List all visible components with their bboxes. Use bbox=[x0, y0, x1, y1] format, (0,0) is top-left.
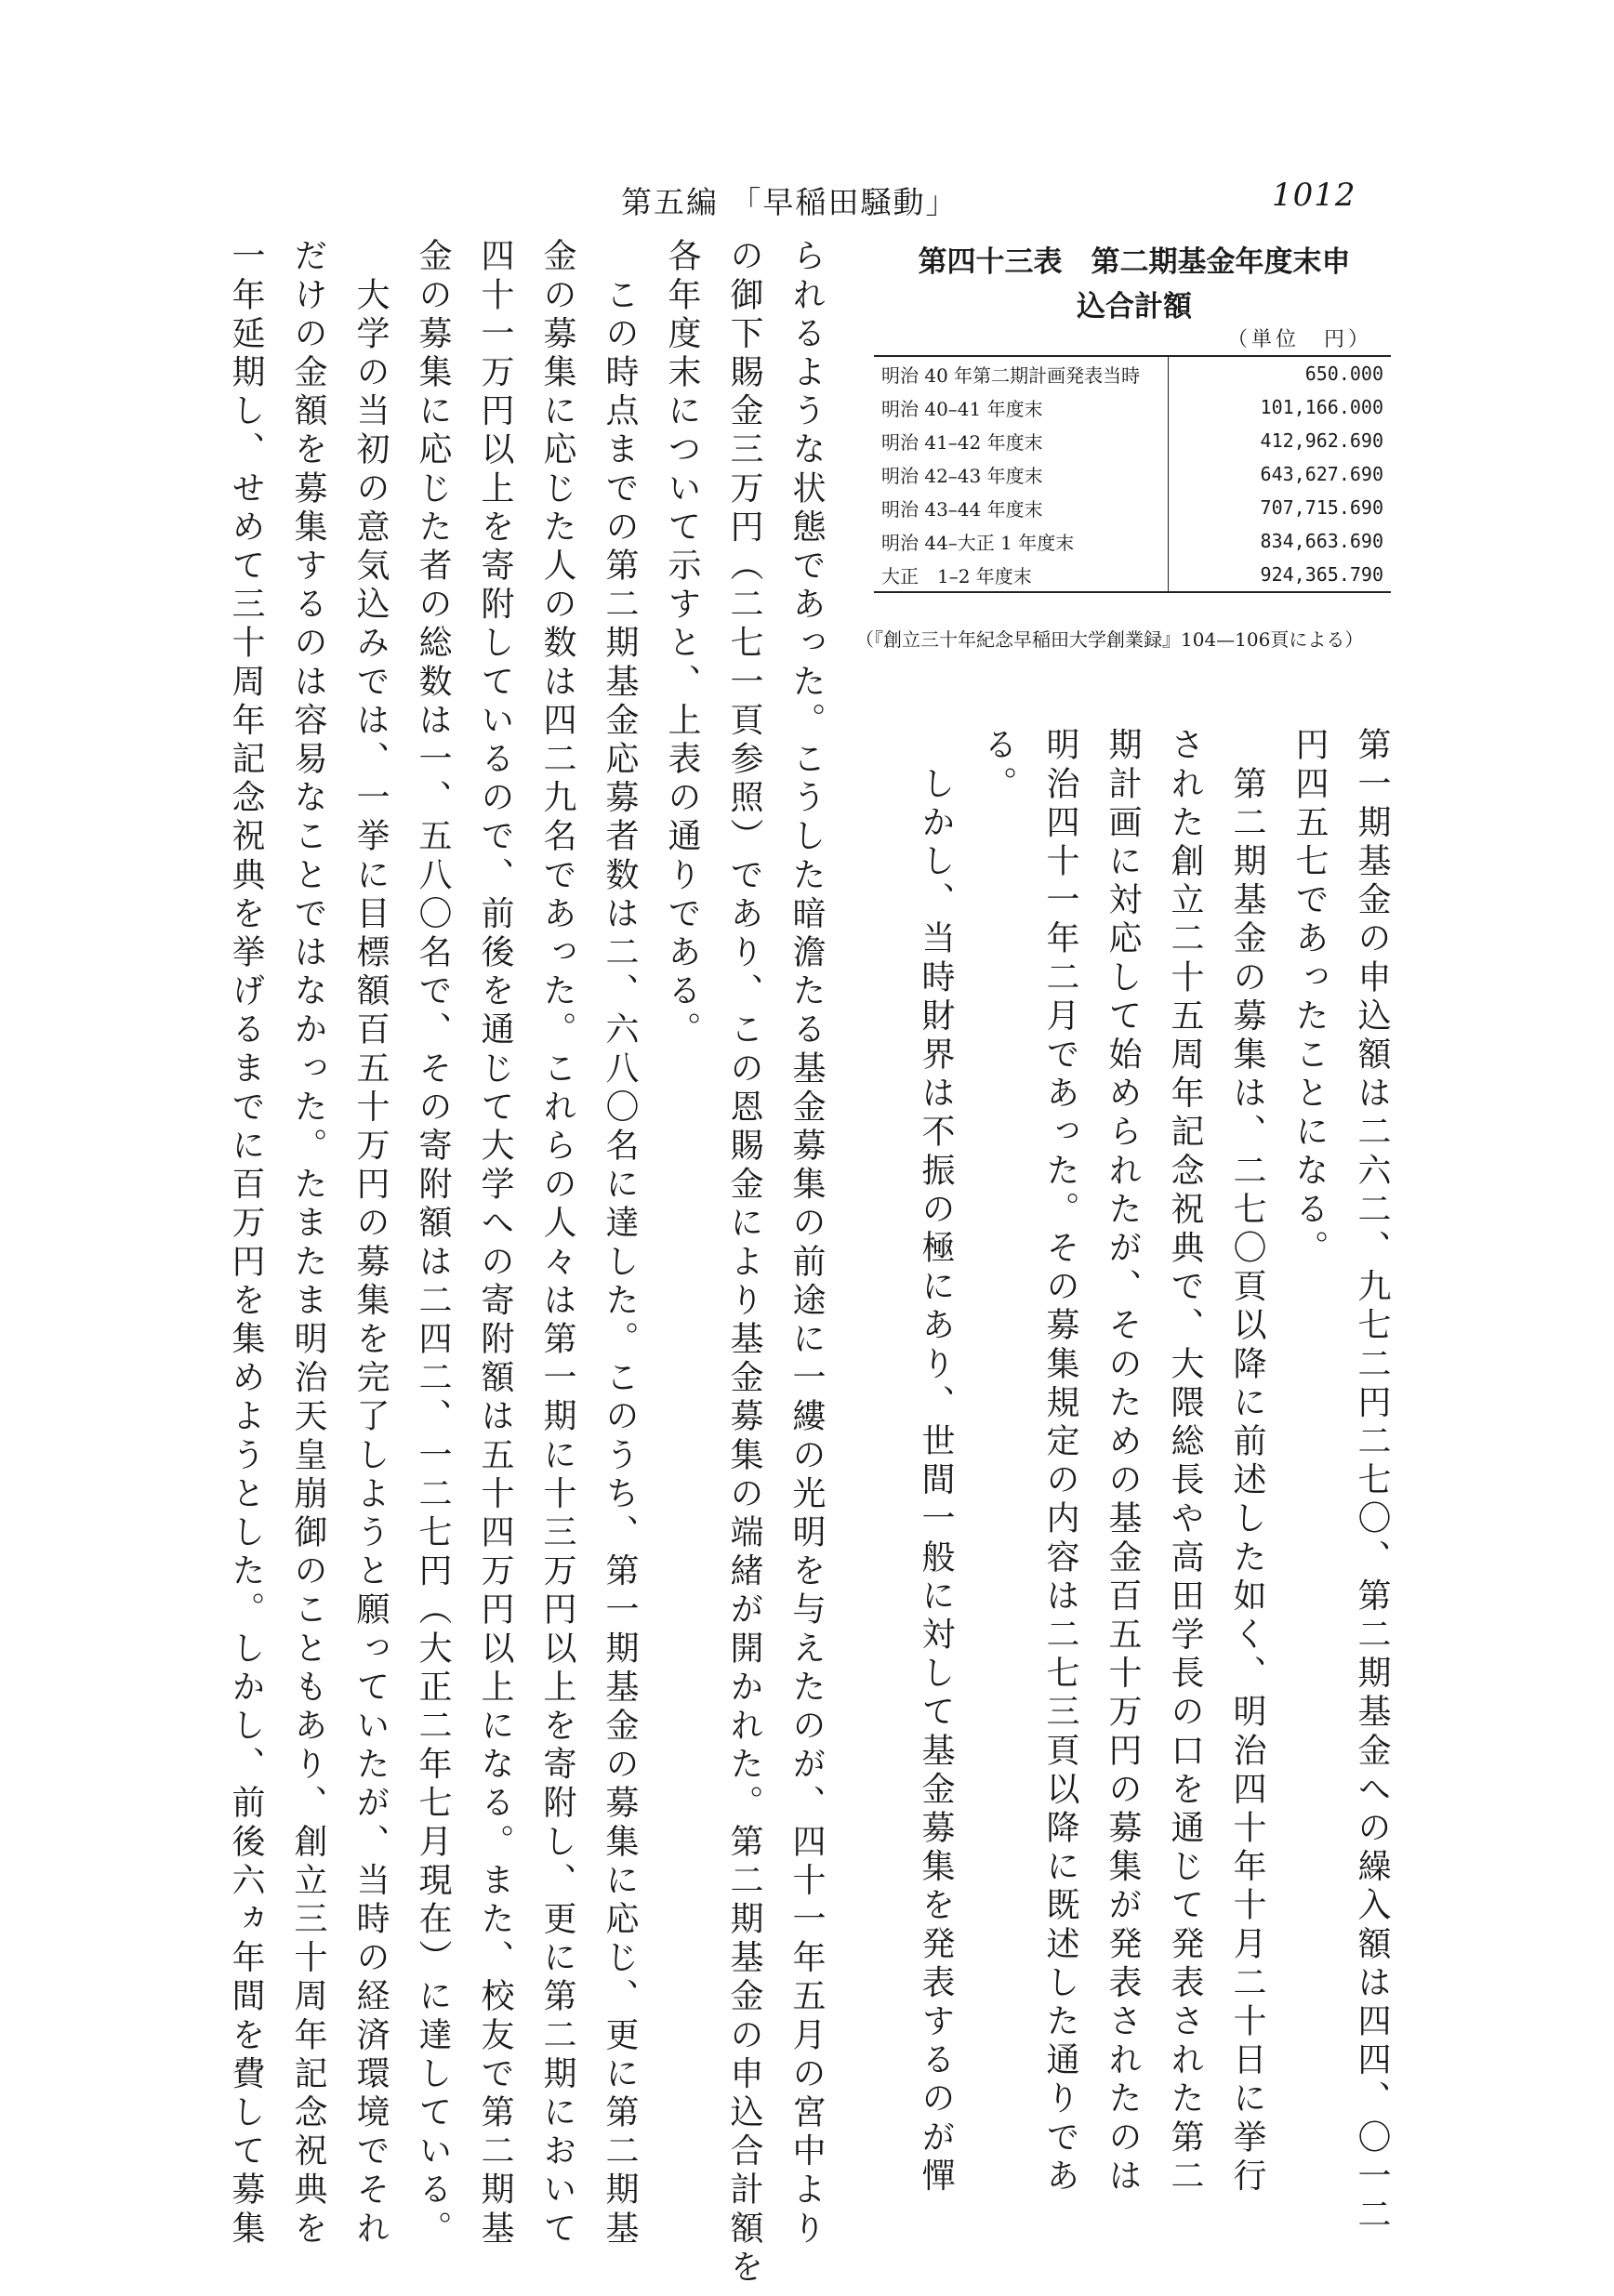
period-cell: 明治 41–42 年度末 bbox=[874, 424, 1169, 457]
period-cell: 明治 42–43 年度末 bbox=[874, 457, 1169, 491]
upper-text-column: された創立二十五周年記念祝典で、大隈総長や高田学長の口を通じて発表された第二 bbox=[1166, 727, 1204, 2197]
section-title: 第五編 「早稲田騒動」 bbox=[621, 184, 959, 220]
period-cell: 明治 43–44 年度末 bbox=[874, 491, 1169, 524]
page-number: 1012 bbox=[1272, 177, 1356, 214]
lower-text-column: だけの金額を募集するのは容易なことではなかった。たまたま明治天皇崩御のこともあり、創立三十周年記念祝典を bbox=[289, 238, 327, 2250]
lower-text-column: 四十一万円以上を寄附しているので、前後を通じて大学への寄附額は五十四万円以上になる。また、校友で第二期基 bbox=[476, 238, 514, 2250]
upper-text-column: る。 bbox=[979, 727, 1017, 805]
table-row bbox=[874, 424, 1391, 457]
amount-cell: 650.000 bbox=[1304, 363, 1383, 385]
upper-text-column: 円四五七であったことになる。 bbox=[1290, 727, 1329, 1269]
period-cell: 明治 40–41 年度末 bbox=[874, 390, 1169, 424]
table-row bbox=[874, 457, 1391, 491]
upper-text-column: 期計画に対応して始められたが、そのための基金百五十万円の募集が発表されたのは bbox=[1104, 727, 1142, 2197]
amount-cell: 643,627.690 bbox=[1260, 463, 1383, 485]
lower-text-column: この時点までの第二期基金応募者数は二、六八〇名に達した。このうち、第一期基金の募集に応じ、更に第二期基 bbox=[601, 238, 639, 2250]
lower-text-column: られるような状態であった。こうした暗澹たる基金募集の前途に一縷の光明を与えたのが、四十一年五月の宮中より bbox=[787, 238, 826, 2250]
table-source: （『創立三十年紀念早稲田大学創業録』104—106頁による） bbox=[855, 628, 1364, 651]
table-unit: （単位 円） bbox=[1227, 328, 1373, 351]
lower-text-column: 大学の当初の意気込みでは、一挙に目標額百五十万円の募集を完了しようと願っていたが、当時の経済環境でそれ bbox=[351, 238, 390, 2250]
lower-text-column: の御下賜金三万円（二七一頁参照）であり、この恩賜金により基金募集の端緒が開かれた。第二期基金の申込合計額を bbox=[725, 238, 763, 2288]
table-row bbox=[874, 558, 1391, 592]
amount-cell: 834,663.690 bbox=[1260, 530, 1383, 552]
lower-text-column: 金の募集に応じた者の総数は一、五八〇名で、その寄附額は二四二、一二七円（大正二年七月現在）に達している。 bbox=[414, 238, 452, 2250]
period-cell: 明治 40 年第二期計画発表当時 bbox=[874, 356, 1169, 390]
table-title-line-2: 込合計額 bbox=[1077, 290, 1192, 323]
period-cell: 大正 1–2 年度末 bbox=[874, 558, 1169, 592]
upper-text-column: 第一期基金の申込額は二六二、九七二円二七〇、第二期基金への繰入額は四四、〇一二 bbox=[1353, 727, 1391, 2236]
table-title-line-1: 第四十三表 第二期基金年度末申 bbox=[918, 245, 1351, 279]
amount-cell: 101,166.000 bbox=[1260, 396, 1383, 418]
table-row bbox=[874, 524, 1391, 558]
amount-cell: 412,962.690 bbox=[1260, 429, 1383, 452]
amount-cell: 924,365.790 bbox=[1260, 563, 1383, 586]
table-row bbox=[874, 356, 1391, 390]
fund-table bbox=[874, 355, 1391, 593]
table-title bbox=[874, 240, 1395, 329]
period-cell: 明治 44–大正 1 年度末 bbox=[874, 524, 1169, 558]
table-row bbox=[874, 390, 1391, 424]
upper-text-column: しかし、当時財界は不振の極にあり、世間一般に対して基金募集を発表するのが憚 bbox=[917, 727, 955, 2197]
lower-text-column: 一年延期し、せめて三十周年記念祝典を挙げるまでに百万円を集めようとした。しかし、前後六ヵ年間を費して募集 bbox=[227, 238, 265, 2250]
upper-text-column: 明治四十一年二月であった。その募集規定の内容は二七三頁以降に既述した通りであ bbox=[1041, 727, 1079, 2197]
amount-cell: 707,715.690 bbox=[1260, 496, 1383, 519]
lower-text-column: 金の募集に応じた人の数は四二九名であった。これらの人々は第一期に十三万円以上を寄附し、更に第二期において bbox=[538, 238, 576, 2250]
upper-text-column: 第二期基金の募集は、二七〇頁以降に前述した如く、明治四十年十月二十日に挙行 bbox=[1228, 727, 1266, 2197]
lower-text-column: 各年度末について示すと、上表の通りである。 bbox=[663, 238, 701, 1050]
table-row bbox=[874, 491, 1391, 524]
